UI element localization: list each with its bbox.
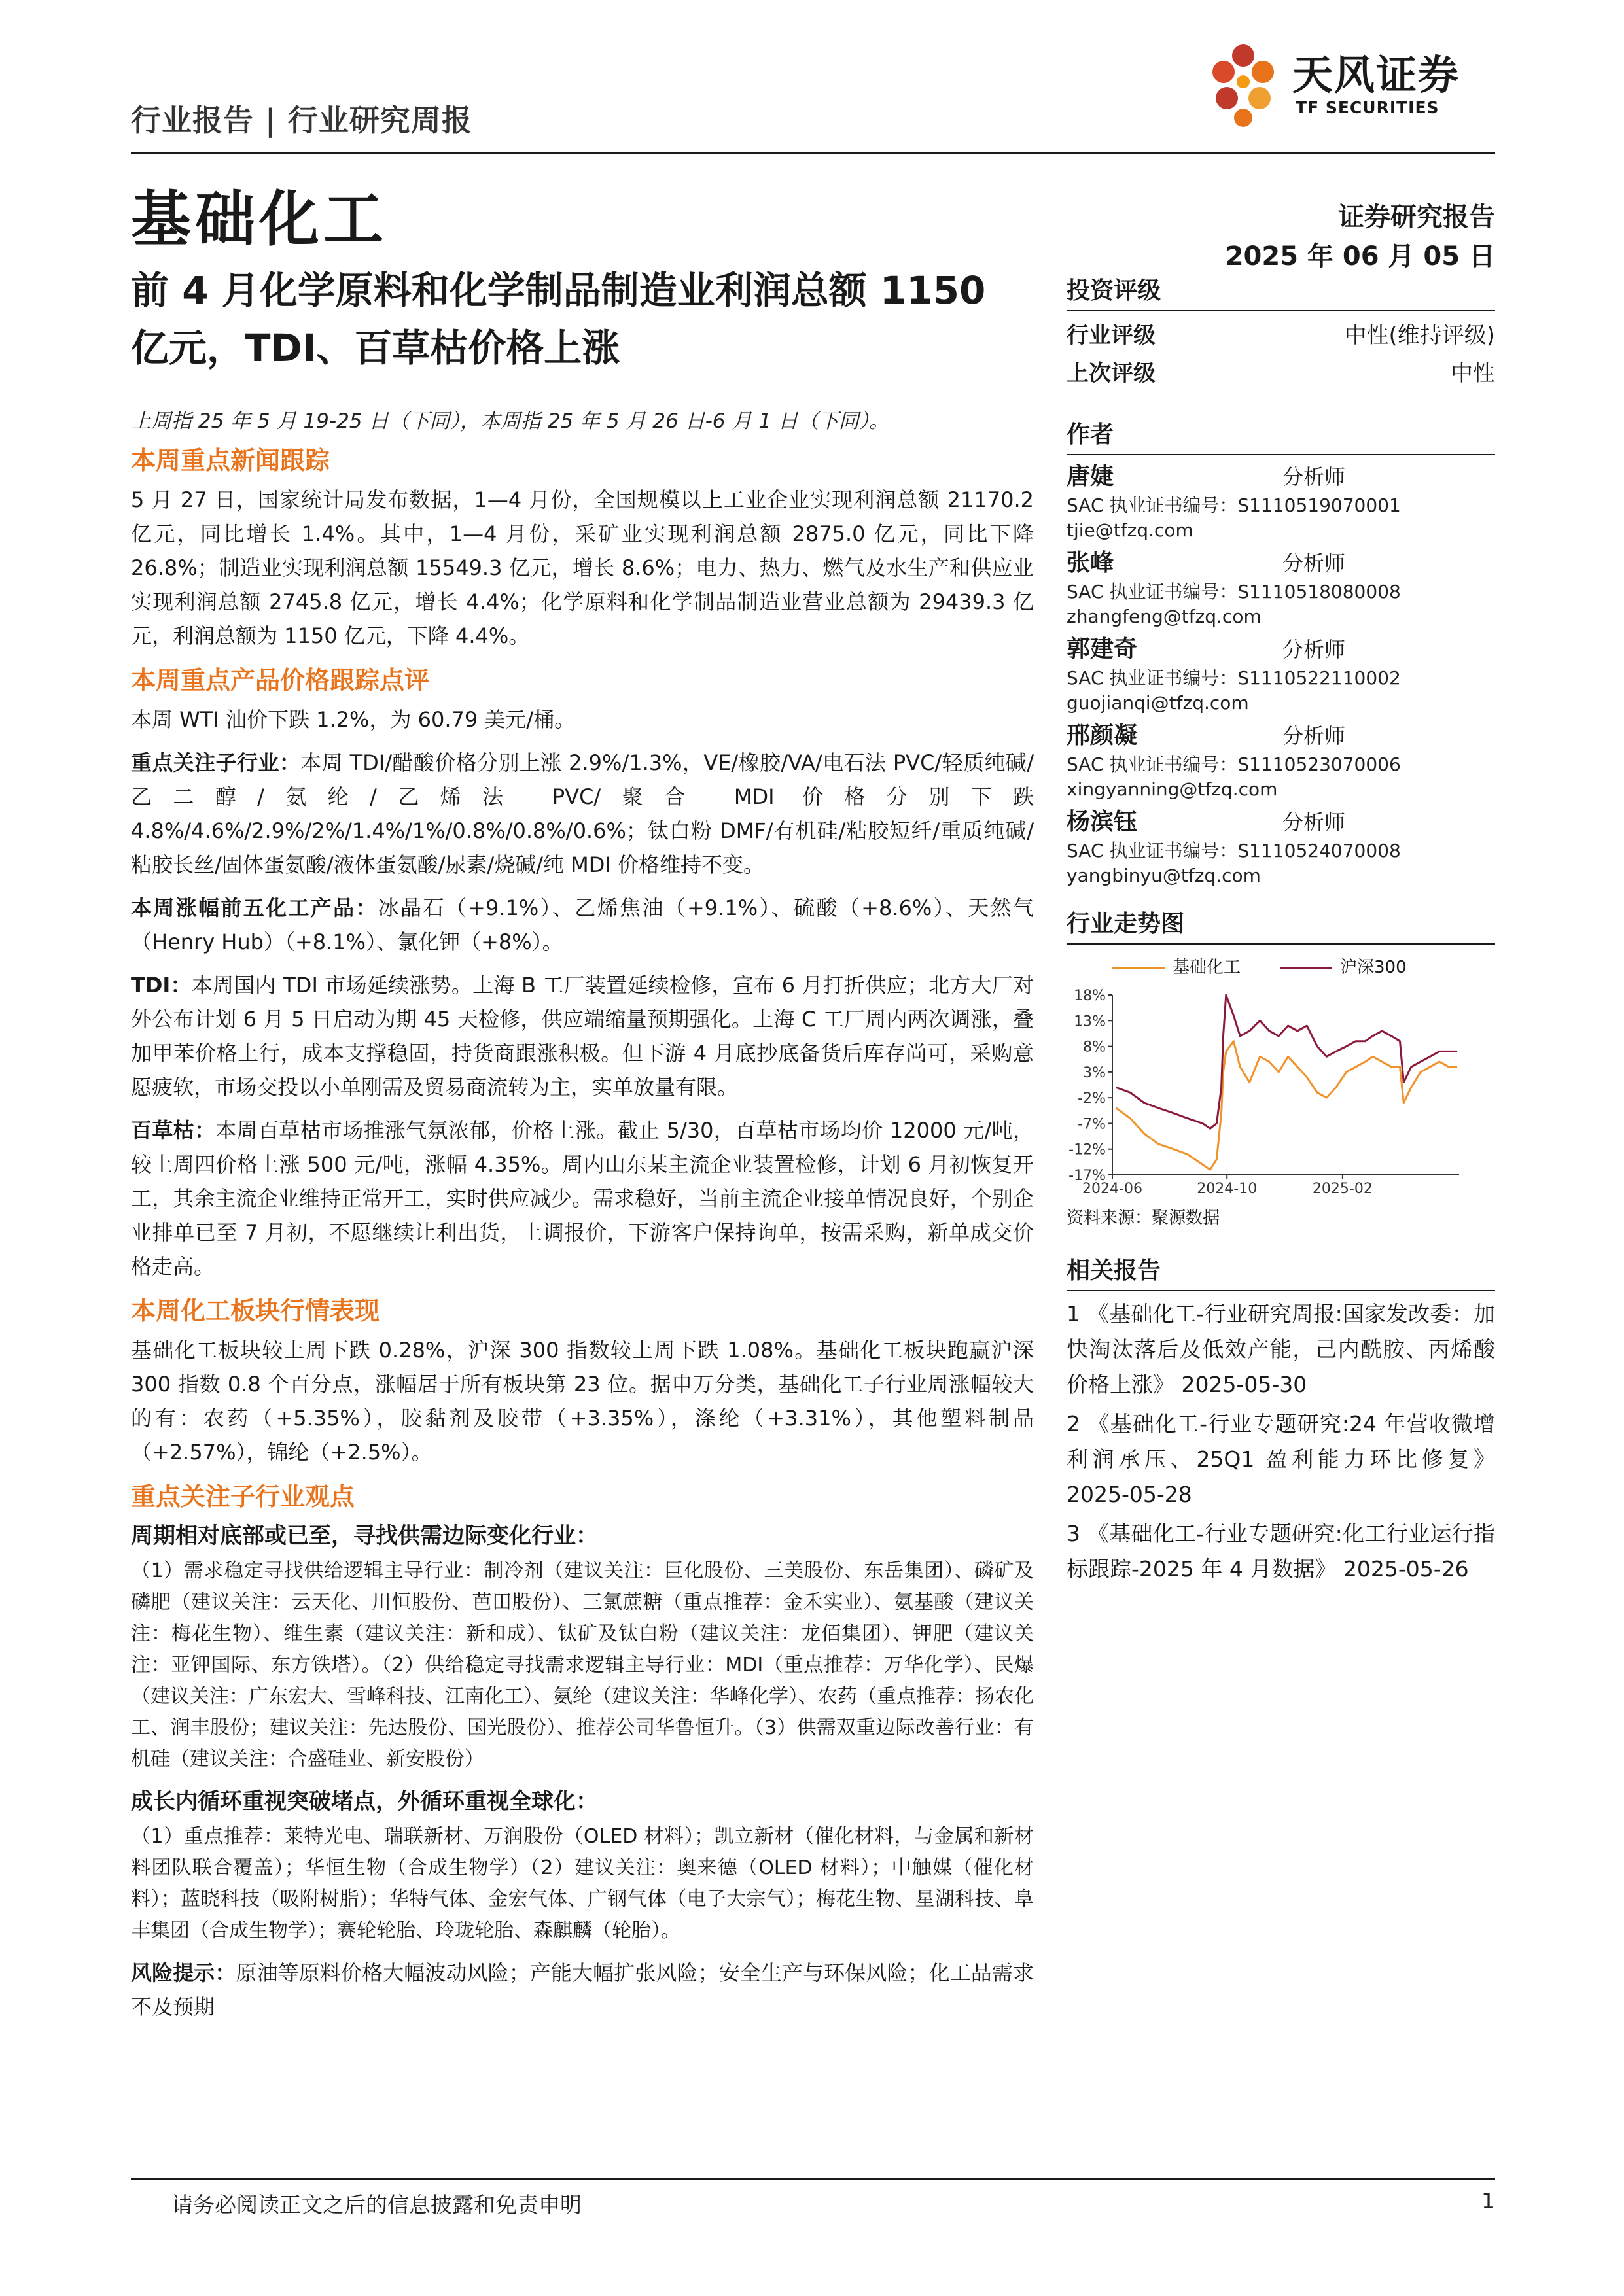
footer-rule [131,2178,1495,2180]
y-tick-label: 13% [1074,1013,1106,1030]
y-tick-label: -12% [1068,1141,1106,1158]
author-email[interactable]: tjie@tfzq.com [1067,519,1193,541]
report-title: 前 4 月化学原料和化学制品制造业利润总额 1150 亿元，TDI、百草枯价格上涨 [131,268,986,370]
brand-name-en: TF SECURITIES [1296,98,1439,117]
x-tick-label: 2024-10 [1197,1181,1258,1197]
rating-row [1067,317,1495,355]
author-email[interactable]: guojianqi@tfzq.com [1067,692,1249,714]
chart-legend [1112,954,1495,978]
main-column [131,262,1034,2033]
author-block [1067,806,1495,888]
brand-name-cn: 天风证券 [1292,51,1460,99]
y-tick-label: 18% [1074,988,1106,1004]
top5-text: 冰晶石（+9.1%）、乙烯焦油（+9.1%）、硫酸（+8.6%）、天然气（Henry Hub）（+8.1%）、氯化钾（+8%）。 [131,896,1034,954]
x-tick-label: 2024-06 [1082,1181,1142,1197]
author-cert: SAC 执业证书编号：S1110524070008 [1067,840,1401,861]
trend-chart-block [1067,908,1495,1228]
author-name: 杨滨钰 [1067,809,1138,835]
y-tick-label: -2% [1078,1090,1106,1107]
related-report-item[interactable]: 3 《基础化工-行业专题研究:化工行业运行指标跟踪-2025 年 4 月数据》 2025-05-26 [1067,1521,1495,1582]
legend-label-chem: 基础化工 [1173,958,1241,977]
rating-row [1067,355,1495,392]
author-role: 分析师 [1282,637,1346,662]
paraquat-text: 本周百草枯市场推涨气氛浓郁，价格上涨。截止 5/30，百草枯市场均价 12000 元/吨，较上周四价格上涨 500 元/吨，涨幅 4.35%。周内山东某主流企业装置检修，计划 6 月初恢复开工，其余主流企业维持正常开工，实时供应减少。需求稳好，当前主流企业接单情况良好，个别企业排单已至 7 月初，不愿继续让利出货，上调报价，下游客户保持询单，按需采购，新单成交价格走高。 [131,1118,1034,1279]
authors-title: 作者 [1067,421,1114,448]
legend-label-hs300: 沪深300 [1340,958,1407,977]
legend-item-hs300 [1280,954,1407,978]
doc-type: 证券研究报告 [1338,202,1495,232]
tdi-paragraph [131,968,1034,1104]
author-name: 邢颜凝 [1067,722,1138,749]
legend-item-chem [1112,954,1241,978]
growth-paragraph: （1）重点推荐：莱特光电、瑞联新材、万润股份（OLED 材料）；凯立新材（催化材料，与金属和新材料团队联合覆盖）；华恒生物（合成生物学）（2）建议关注：奥来德（OLED 材料）；中触媒（催化材料）；蓝晓科技（吸附树脂）；华特气体、金宏气体、广钢气体（电子大宗气）；梅花生物、星湖科技、阜丰集团（合成生物学）；赛轮轮胎、玲珑轮胎、森麒麟（轮胎）。 [131,1825,1034,1942]
author-email[interactable]: xingyanning@tfzq.com [1067,778,1278,800]
related-report-item[interactable]: 2 《基础化工-行业专题研究:24 年营收微增利润承压、25Q1 盈利能力环比修复》 2025-05-28 [1067,1411,1495,1507]
rating-key: 行业评级 [1067,322,1156,349]
market-paragraph: 基础化工板块较上周下跌 0.28%，沪深 300 指数较上周下跌 1.08%。基础化工板块跑赢沪深 300 指数 0.8 个百分点，涨幅居于所有板块第 23 位。据申万分类，基础化工子行业周涨幅较大的有：农药（+5.35%），胶黏剂及胶带（+3.35%），涤纶（+3.31%），其他塑料制品（+2.57%），锦纶（+2.5%）。 [131,1338,1034,1465]
paraquat-lead: 百草枯： [131,1118,216,1143]
x-tick-label: 2025-02 [1312,1181,1373,1197]
rating-value: 中性(维持评级) [1344,322,1495,349]
author-name: 张峰 [1067,549,1114,576]
rating-value: 中性 [1451,360,1495,387]
risk-lead: 风险提示： [131,1960,236,1985]
author-block [1067,633,1495,716]
legend-swatch-chem [1112,967,1165,969]
author-cert: SAC 执业证书编号：S1110519070001 [1067,495,1401,516]
related-report-item[interactable]: 1 《基础化工-行业研究周报:国家发改委：加快淘汰落后及低效产能，己内酰胺、丙烯酸价格上涨》 2025-05-30 [1067,1301,1495,1397]
author-role: 分析师 [1282,464,1346,489]
industry-title: 基础化工 [131,184,388,254]
header-rule [131,152,1495,154]
author-role: 分析师 [1282,723,1346,748]
report-category: 行业报告 | 行业研究周报 [131,103,472,138]
rating-key: 上次评级 [1067,360,1156,387]
author-name: 唐婕 [1067,463,1114,490]
author-email[interactable]: zhangfeng@tfzq.com [1067,606,1262,627]
growth-lead: 成长内循环重视突破堵点，外循环重视全球化： [131,1788,598,1815]
author-cert: SAC 执业证书编号：S1110522110002 [1067,667,1401,689]
author-block [1067,547,1495,629]
related-reports-rule [1067,1290,1495,1291]
risk-paragraph [131,1956,1034,2024]
footer-disclaimer[interactable]: 请务必阅读正文之后的信息披露和免责申明 [171,2192,582,2218]
cycle-paragraph: （1）需求稳定寻找供给逻辑主导行业：制冷剂（建议关注：巨化股份、三美股份、东岳集团）、磷矿及磷肥（建议关注：云天化、川恒股份、芭田股份）、三氯蔗糖（重点推荐：金禾实业）、氨基酸（建议关注：梅花生物）、维生素（建议关注：新和成）、钛矿及钛白粉（建议关注：龙佰集团）、钾肥（建议关注：亚钾国际、东方铁塔）。（2）供给稳定寻找需求逻辑主导行业：MDI（重点推荐：万华化学）、民爆（建议关注：广东宏大、雪峰科技、江南化工）、氨纶（建议关注：华峰化学）、农药（重点推荐：扬农化工、润丰股份；建议关注：先达股份、国光股份）、推荐公司华鲁恒升。（3）供需双重边际改善行业：有机硅（建议关注：合盛硅业、新安股份） [131,1559,1034,1771]
author-block [1067,720,1495,802]
legend-swatch-hs300 [1280,967,1332,969]
period-note: 上周指 25 年 5 月 19-25 日（下同），本周指 25 年 5 月 26 日-6 月 1 日（下同）。 [131,409,890,433]
top5-paragraph [131,891,1034,959]
author-role: 分析师 [1282,551,1346,576]
paraquat-paragraph [131,1113,1034,1283]
y-tick-label: -17% [1068,1168,1106,1184]
sub-industry-paragraph [131,746,1034,882]
news-paragraph: 5 月 27 日，国家统计局发布数据，1—4 月份，全国规模以上工业企业实现利润总额 21170.2 亿元，同比增长 1.4%。其中，1—4 月份，采矿业实现利润总额 2875.0 亿元，同比下降 26.8%；制造业实现利润总额 15549.3 亿元，增长 8.6%；电力、热力、燃气及水生产和供应业实现利润总额 2745.8 亿元，增长 4.4%；化学原料和化学制品制造业营业总额为 29439.3 亿元，利润总额为 1150 亿元，下降 4.4%。 [131,487,1034,648]
series-line-hs300 [1116,995,1457,1128]
section-price-title: 本周重点产品价格跟踪点评 [131,666,430,695]
y-tick-label: -7% [1078,1116,1106,1133]
series-line-chem [1116,1041,1457,1170]
sub-industry-lead: 重点关注子行业： [131,750,301,775]
author-block [1067,461,1495,543]
brand-flower-icon [1197,36,1289,141]
sub-industry-text: 本周 TDI/醋酸价格分别上涨 2.9%/1.3%，VE/橡胶/VA/电石法 PVC/轻质纯碱/乙二醇/氨纶/乙烯法 PVC/聚合 MDI 价格分别下跌 4.8%/4.6%/2.9%/2%/1.4%/1%/0.8%/0.8%/0.6%；钛白粉 DMF/有机硅/粘胶短纤/重质纯碱/粘胶长丝/固体蛋氨酸/液体蛋氨酸/尿素/烧碱/纯 MDI 价格维持不变。 [131,750,1034,877]
tdi-text: 本周国内 TDI 市场延续涨势。上海 B 工厂装置延续检修，宣布 6 月打折供应；北方大厂对外公布计划 6 月 5 日启动为期 45 天检修，供应端缩量预期强化。上海 C 工厂周内两次调涨，叠加甲苯价格上行，成本支撑稳固，持货商跟涨积极。但下游 4 月底抄底备货后库存尚可，采购意愿疲软，市场交投以小单刚需及贸易商流转为主，实单放量有限。 [131,973,1034,1100]
authors-rule [1067,454,1495,455]
section-news-title: 本周重点新闻跟踪 [131,446,330,475]
tdi-lead: TDI： [131,973,192,998]
trend-chart [1067,982,1472,1198]
chart-rule [1067,943,1495,945]
author-email[interactable]: yangbinyu@tfzq.com [1067,865,1261,886]
oil-price-paragraph: 本周 WTI 油价下跌 1.2%，为 60.79 美元/桶。 [131,707,576,732]
cycle-lead: 周期相对底部或已至，寻找供需边际变化行业： [131,1523,598,1549]
author-cert: SAC 执业证书编号：S1110523070006 [1067,754,1401,775]
section-market-title: 本周化工板块行情表现 [131,1296,380,1325]
author-cert: SAC 执业证书编号：S1110518080008 [1067,581,1401,602]
rating-rule [1067,310,1495,311]
author-role: 分析师 [1282,810,1346,835]
rating-title: 投资评级 [1067,277,1161,304]
doc-date: 2025 年 06 月 05 日 [1225,241,1495,271]
chart-title: 行业走势图 [1067,911,1185,937]
y-tick-label: 8% [1083,1039,1106,1056]
page-number: 1 [1481,2188,1495,2214]
author-name: 郭建奇 [1067,636,1138,663]
section-views-title: 重点关注子行业观点 [131,1482,355,1511]
chart-source: 资料来源：聚源数据 [1067,1208,1220,1228]
top5-lead: 本周涨幅前五化工产品： [131,896,378,920]
risk-text: 原油等原料价格大幅波动风险；产能大幅扩张风险；安全生产与环保风险；化工品需求不及预期 [131,1960,1034,2019]
y-tick-label: 3% [1083,1064,1106,1081]
sidebar [1067,275,1495,1591]
related-reports-title: 相关报告 [1067,1257,1161,1284]
brand-logo [1197,36,1498,141]
